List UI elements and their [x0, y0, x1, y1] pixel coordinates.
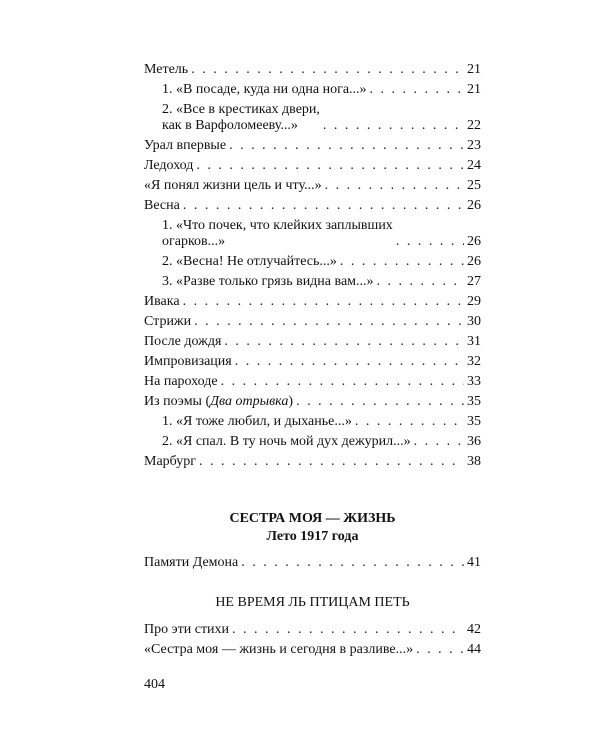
- toc-entry-title: Ледоход: [144, 158, 194, 173]
- toc-entry-title: Импровизация: [144, 354, 232, 369]
- leader-dots: [414, 434, 464, 450]
- toc-entry-title-line: 2. «Все в крестиках двери,: [162, 102, 320, 117]
- page-number: 404: [144, 677, 165, 692]
- leader-dots: [199, 454, 464, 470]
- toc-entry-page: 32: [467, 354, 481, 369]
- leader-dots: [235, 354, 464, 370]
- leader-dots: [232, 622, 464, 638]
- toc-entry: [144, 414, 481, 430]
- toc-entry-page: 35: [467, 394, 481, 409]
- section-entries: [144, 622, 481, 662]
- toc-entry: [144, 178, 481, 194]
- toc-entry-page: 41: [467, 555, 481, 570]
- toc-entry-title-line: как в Варфоломееву...»: [162, 118, 298, 133]
- toc-entry: [144, 158, 481, 174]
- toc-entry-title: После дождя: [144, 334, 222, 349]
- toc-entry: [144, 434, 481, 450]
- toc-entry-page: 24: [467, 158, 481, 173]
- toc-entry: [144, 82, 481, 98]
- leader-dots: [355, 414, 464, 430]
- section-title: НЕ ВРЕМЯ ЛЬ ПТИЦАМ ПЕТЬ: [215, 595, 410, 610]
- toc-entry: [144, 394, 481, 410]
- toc-entry: [144, 555, 481, 571]
- leader-dots: [396, 234, 464, 250]
- toc-entry-title: Ивака: [144, 294, 180, 309]
- section-title: СЕСТРА МОЯ — ЖИЗНЬ: [229, 511, 396, 526]
- toc-entry-page: 33: [467, 374, 481, 389]
- toc-entry-page: 29: [467, 294, 481, 309]
- toc-entry-title: 1. «Я тоже любил, и дыханье...»: [162, 414, 352, 429]
- toc-entry-title: Весна: [144, 198, 180, 213]
- toc-entry-title: Памяти Демона: [144, 555, 239, 570]
- toc-entry-title: «Сестра моя — жизнь и сегодня в разливе...»: [144, 642, 414, 657]
- toc-entry-title: Метель: [144, 62, 189, 77]
- leader-dots: [241, 555, 464, 571]
- leader-dots: [370, 82, 464, 98]
- toc-entry-page: 26: [467, 198, 481, 213]
- toc-entry-page: 26: [467, 254, 481, 269]
- leader-dots: [196, 158, 464, 174]
- toc-entry-title: Марбург: [144, 454, 196, 469]
- toc-entry-page: 27: [467, 274, 481, 289]
- toc-entry-page: 30: [467, 314, 481, 329]
- toc-entry: [144, 314, 481, 330]
- toc-entry: [144, 274, 481, 290]
- toc-entry-page: 22: [467, 118, 481, 133]
- leader-dots: [229, 138, 464, 154]
- leader-dots: [340, 254, 464, 270]
- toc-entry-title: На пароходе: [144, 374, 218, 389]
- toc-entry-page: 42: [467, 622, 481, 637]
- toc-entry-title: [144, 394, 293, 410]
- toc-entry: [144, 454, 481, 470]
- leader-dots: [377, 274, 464, 290]
- toc-entry-page: 38: [467, 454, 481, 469]
- leader-dots: [325, 178, 464, 194]
- toc-entry: [144, 642, 481, 658]
- section-entries: [144, 555, 481, 575]
- leader-dots: [323, 118, 464, 134]
- toc-entry-page: 25: [467, 178, 481, 193]
- toc-entry-title: [162, 102, 320, 134]
- toc-entry: [144, 294, 481, 310]
- toc-entry: [144, 374, 481, 390]
- toc-entry-title: Урал впервые: [144, 138, 227, 153]
- toc-entry-title-line: огарков...»: [162, 234, 226, 249]
- toc-entry: [144, 254, 481, 270]
- leader-dots: [224, 334, 464, 350]
- leader-dots: [296, 394, 464, 410]
- toc-entry-title: 2. «Весна! Не отлучайтесь...»: [162, 254, 337, 269]
- leader-dots: [183, 198, 464, 214]
- toc-entry-page: 26: [467, 234, 481, 249]
- toc-entry-title-text: Из поэмы (: [144, 394, 211, 409]
- leader-dots: [416, 642, 464, 658]
- toc-entry-page: 21: [467, 62, 481, 77]
- toc-entry-page: 35: [467, 414, 481, 429]
- leader-dots: [194, 314, 464, 330]
- toc-entry: [144, 622, 481, 638]
- toc-entry-title: Про эти стихи: [144, 622, 230, 637]
- leader-dots: [191, 62, 464, 78]
- toc-entry-title: Стрижи: [144, 314, 192, 329]
- toc-entry: [144, 62, 481, 78]
- section-heading-ne-vremya: [144, 594, 481, 612]
- section-subtitle: Лето 1917 года: [266, 529, 359, 544]
- toc-entry-title: [162, 218, 393, 250]
- toc-entry-title-text: ): [288, 394, 294, 409]
- toc-entry-title: 1. «В посаде, куда ни одна нога...»: [162, 82, 367, 97]
- toc-entry-page: 44: [467, 642, 481, 657]
- toc-entry-title-line: 1. «Что почек, что клейких заплывших: [162, 218, 393, 233]
- toc-entry: [144, 334, 481, 350]
- section-heading-sestra: [144, 510, 481, 546]
- toc-entry-title: 3. «Разве только грязь видна вам...»: [162, 274, 374, 289]
- toc-entry-page: 23: [467, 138, 481, 153]
- table-of-contents: [144, 62, 481, 474]
- toc-entry-title: «Я понял жизни цель и чту...»: [144, 178, 322, 193]
- toc-entry: [144, 218, 481, 250]
- toc-entry-title-italic: Два отрывка: [210, 394, 289, 409]
- toc-entry: [144, 102, 481, 134]
- toc-entry: [144, 354, 481, 370]
- toc-entry-page: 31: [467, 334, 481, 349]
- toc-entry: [144, 198, 481, 214]
- toc-entry-page: 21: [467, 82, 481, 97]
- leader-dots: [221, 374, 464, 390]
- toc-entry: [144, 138, 481, 154]
- toc-entry-page: 36: [467, 434, 481, 449]
- leader-dots: [183, 294, 464, 310]
- toc-entry-title: 2. «Я спал. В ту ночь мой дух дежурил...»: [162, 434, 411, 449]
